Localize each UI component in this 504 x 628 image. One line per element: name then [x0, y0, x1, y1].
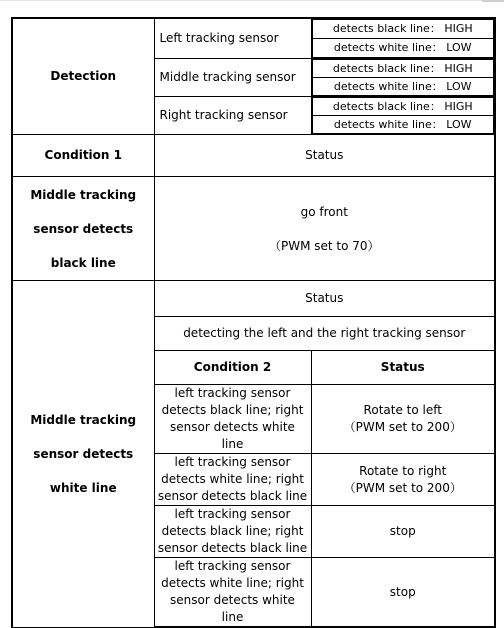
page-corner-mark	[482, 0, 504, 2]
detection-label: Detection	[12, 18, 154, 135]
condition2-row-3-status: stop	[311, 506, 495, 558]
black-line-pwm: （PWM set to 70）	[268, 238, 380, 253]
white-status-label: Status	[154, 281, 495, 317]
condition2-row-2-status: Rotate to right	[359, 463, 447, 478]
condition2-row-2-condition: left tracking sensor detects white line; right sensor detects black line	[154, 454, 311, 506]
page-top-edge	[0, 0, 504, 1]
tracking-logic-table	[11, 17, 496, 628]
middle-sensor-name: Middle tracking sensor	[154, 59, 311, 97]
middle-sensor-white: detects white line： LOW	[312, 78, 494, 96]
condition2-row-2-pwm: （PWM set to 200）	[343, 480, 462, 495]
condition2-row-1-pwm: （PWM set to 200）	[343, 420, 462, 434]
condition2-row-4-condition: left tracking sensor detects white line; right sensor detects white line	[154, 558, 311, 628]
left-sensor-black: detects black line： HIGH	[312, 20, 494, 39]
detection-row-left	[12, 18, 495, 59]
right-sensor-black: detects black line： HIGH	[312, 98, 494, 116]
condition2-row-1-status: Rotate to left	[363, 403, 442, 417]
white-status-label-row	[12, 281, 495, 317]
left-sensor-states	[311, 18, 495, 59]
condition2-row-1-status-cell	[311, 385, 495, 454]
right-sensor-states	[311, 97, 495, 135]
left-sensor-name: Left tracking sensor	[154, 18, 311, 59]
middle-sensor-states	[311, 59, 495, 97]
condition2-row-1-condition: left tracking sensor detects black line; right sensor detects white line	[154, 385, 311, 454]
black-line-action-cell	[154, 177, 495, 281]
condition2-row-2-status-cell	[311, 454, 495, 506]
white-line-condition: Middle tracking sensor detects white line	[12, 281, 154, 628]
condition1-header: Condition 1	[12, 135, 154, 177]
right-sensor-white: detects white line： LOW	[312, 116, 494, 134]
right-sensor-name: Right tracking sensor	[154, 97, 311, 135]
condition1-header-row	[12, 135, 495, 177]
middle-sensor-black: detects black line： HIGH	[312, 60, 494, 78]
black-line-condition: Middle tracking sensor detects black line	[12, 177, 154, 281]
white-status-text: detecting the left and the right tracking sensor	[154, 317, 495, 351]
condition2-header: Condition 2	[154, 351, 311, 385]
black-line-action: go front	[300, 204, 348, 219]
left-sensor-white: detects white line： LOW	[312, 39, 494, 58]
condition2-row-4-status: stop	[311, 558, 495, 628]
condition2-row-3-condition: left tracking sensor detects black line; right sensor detects black line	[154, 506, 311, 558]
black-line-row	[12, 177, 495, 281]
condition1-status-header: Status	[154, 135, 495, 177]
condition2-status-header: Status	[311, 351, 495, 385]
